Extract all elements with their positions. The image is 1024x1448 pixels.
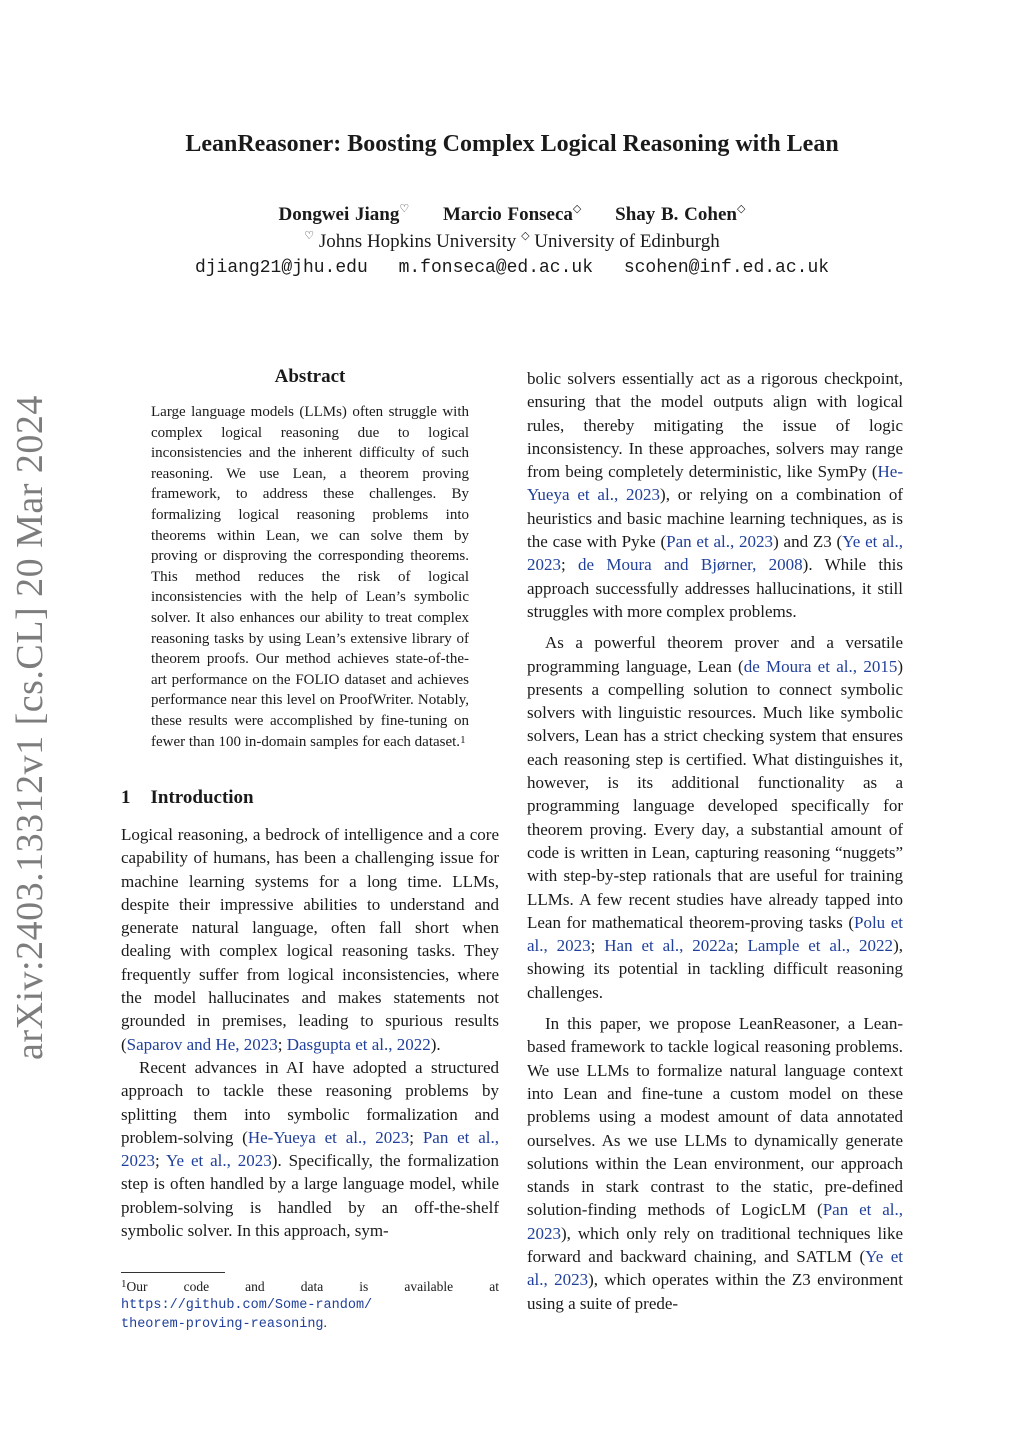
email-2: m.fonseca@ed.ac.uk [398, 258, 594, 278]
intro-paragraph-1: Logical reasoning, a bedrock of intelligence and a core capability of humans, has been a challenging issue for machine learning systems for a long time. LLMs, despite their impressive abilities to understand and generate natural language, often fall short when dealing with complex logical reasoning tasks. They frequently suffer from logical inconsistencies, where the model hallucinates and makes statements not grounded in premises, leading to spurious results (Saparov and He, 2023; Dasgupta et al., 2022). [121, 825, 499, 1054]
citation-link[interactable]: de Moura and Bjørner, 2008 [578, 555, 803, 575]
author-emails [0, 258, 1024, 278]
intro-paragraph-5: In this paper, we propose LeanReasoner, a Lean-based framework to tackle logical reasoning problems. We use LLMs to formalize natural language context into Lean and fine-tune a custom model on these problems using a modest amount of data annotated ourselves. As we use LLMs to dynamically generate solutions within the Lean environment, our approach stands in stark contrast to the static, pre-defined solution-finding methods of LogicLM (Pan et al., 2023), which only rely on traditional techniques like forward and backward chaining, and SATLM (Ye et al., 2023), which operates within the Z3 environment using a suite of prede- [527, 1014, 904, 1313]
author-3: Shay B. Cohen◇ [615, 203, 746, 225]
citation-link[interactable]: de Moura et al., 2015 [743, 656, 898, 676]
email-1: djiang21@jhu.edu [194, 258, 368, 278]
author-2: Marcio Fonseca◇ [442, 203, 582, 225]
footnote-rule [121, 1272, 225, 1273]
right-column-body [527, 367, 903, 1315]
repo-link-cont[interactable]: theorem-proving-reasoning [121, 1317, 324, 1332]
citation-link[interactable]: He-Yueya et al., 2023 [247, 1127, 410, 1147]
footnote-ref: 1 [460, 733, 466, 746]
citation-link[interactable]: Ye et al., 2023 [527, 1246, 904, 1290]
footnote-1: $^1$Our code and data is available at https://github.com/Some-random/ theorem-proving-reasoning. [121, 1278, 499, 1332]
repo-link[interactable]: https://github.com/Some-random/ [121, 1298, 373, 1313]
citation-link[interactable]: Ye et al., 2023 [527, 532, 903, 575]
left-column-body [121, 823, 499, 1242]
citation-link[interactable]: Pan et al., 2023 [666, 532, 774, 552]
paper-title: LeanReasoner: Boosting Complex Logical Reasoning with Lean [185, 131, 839, 157]
citation-link[interactable]: Saparov and He, 2023 [126, 1034, 278, 1054]
citation-link[interactable]: Dasgupta et al., 2022 [286, 1034, 431, 1054]
intro-paragraph-4: As a powerful theorem prover and a versatile programming language, Lean (de Moura et al., 2015) presents a compelling solution to connect symbolic solvers with linguistic resources. Much like symbolic solvers, Lean has a strict checking system that ensures each reasoning step is certified. What distinguishes it, however, is its additional functionality as a programming language developed specifically for theorem proving. Every day, a substantial amount of code is written in Lean, capturing reasoning “nuggets” with step-by-step rationals that are useful for training LLMs. A few recent studies have already tapped into Lean for mathematical theorem-proving tasks (Polu et al., 2023; Han et al., 2022a; Lample et al., 2022), showing its potential in tackling difficult reasoning challenges. [527, 633, 903, 1002]
author-1: Dongwei Jiang♡ [278, 203, 410, 225]
section-heading-introduction: 1 Introduction [121, 787, 254, 808]
author-list [0, 204, 1024, 226]
affiliations: ♡ Johns Hopkins University ◇ University of Edinburgh [304, 230, 720, 252]
intro-paragraph-2: Recent advances in AI have adopted a structured approach to tackle these reasoning problems by splitting them into symbolic formalization and problem-solving (He-Yueya et al., 2023; Pan et al., 2023; Ye et al., 2023). Specifically, the formalization step is often handled by a large language model, while problem-solving is handled by an off-the-shelf symbolic solver. In this approach, sym- [121, 1057, 500, 1241]
citation-link[interactable]: Pan et al., 2023 [121, 1127, 499, 1171]
citation-link[interactable]: Pan et al., 2023 [527, 1200, 903, 1243]
abstract-heading: Abstract [274, 366, 346, 387]
citation-link[interactable]: Lample et al., 2022 [747, 936, 894, 956]
intro-paragraph-3: bolic solvers essentially act as a rigorous checkpoint, ensuring that the model outputs align with logical rules, thereby mitigating the issue of logic inconsistency. In these approaches, solvers may range from being completely deterministic, like SymPy (He-Yueya et al., 2023), or relying on a combination of heuristics and basic machine learning techniques, as is the case with Pyke (Pan et al., 2023) and Z3 (Ye et al., 2023; de Moura and Bjørner, 2008). While this approach successfully addresses hallucinations, it still struggles with more complex problems. [527, 369, 903, 621]
email-3: scohen@inf.ed.ac.uk [623, 258, 830, 278]
abstract-body: Large language models (LLMs) often struggle with complex logical reasoning due to logical inconsistencies and the inherent difficulty of such reasoning. We use Lean, a theorem proving framework, to address these challenges. By formalizing logical reasoning problems into theorems within Lean, we can solve them by proving or disproving the corresponding theorems. This method reduces the risk of logical inconsistencies with the help of Lean’s symbolic solver. It also enhances our ability to treat complex reasoning tasks by using Lean’s extensive library of theorem proofs. Our method achieves state-of-the-art performance on the FOLIO dataset and achieves performance near this level on ProofWriter. Notably, these results were accomplished by fine-tuning on fewer than 100 in-domain samples for each dataset.$^1$ [151, 404, 469, 750]
arxiv-sidebar-stamp: arXiv:2403.13312v1 [cs.CL] 20 Mar 2024 [9, 395, 51, 1060]
citation-link[interactable]: Ye et al., 2023 [165, 1151, 272, 1171]
citation-link[interactable]: Polu et al., 2023 [527, 912, 903, 956]
citation-link[interactable]: He-Yueya et al., 2023 [527, 462, 903, 505]
citation-link[interactable]: Han et al., 2022a [604, 936, 734, 956]
